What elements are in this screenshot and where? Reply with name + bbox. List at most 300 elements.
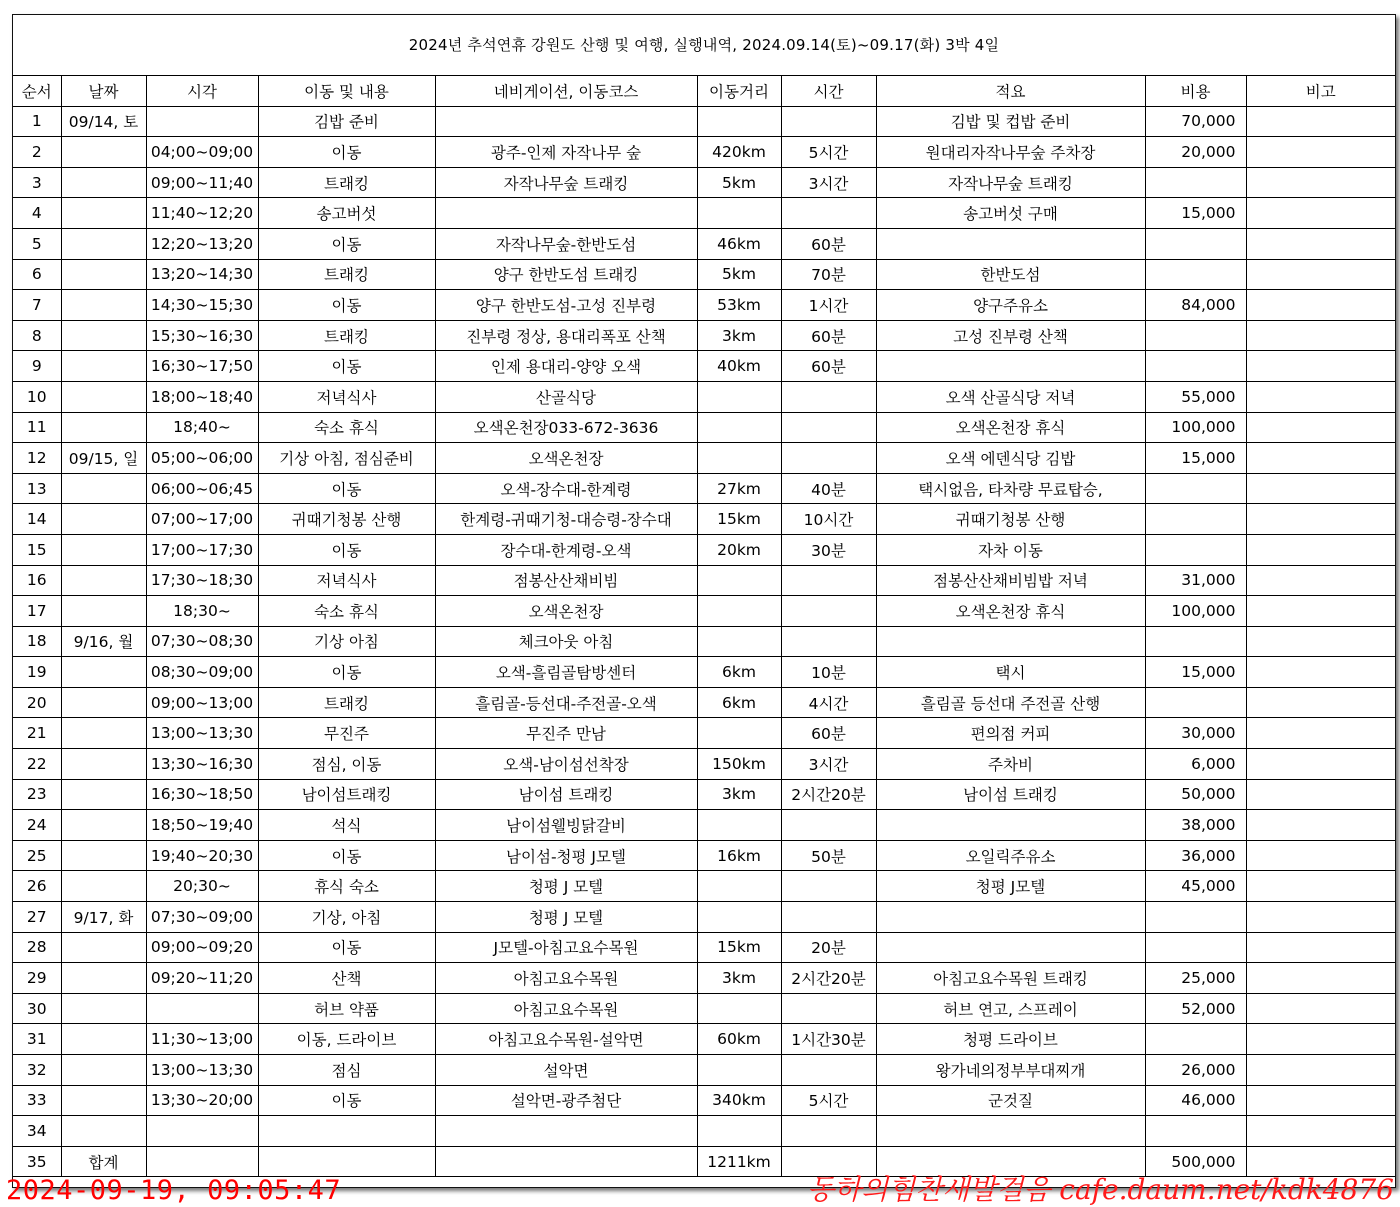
cell-note xyxy=(1246,290,1395,321)
cell-date xyxy=(61,596,146,627)
cell-note xyxy=(1246,167,1395,198)
cell-remarks xyxy=(876,228,1145,259)
cell-remarks xyxy=(876,932,1145,963)
cell-remarks: 허브 연고, 스프레이 xyxy=(876,993,1145,1024)
table-body xyxy=(13,106,1395,1177)
header-time: 시각 xyxy=(146,76,258,106)
cell-distance: 1211km xyxy=(697,1146,781,1177)
cell-navigation: 인제 용대리-양양 오색 xyxy=(435,351,697,382)
cell-order: 24 xyxy=(13,810,61,841)
cell-duration: 10시간 xyxy=(781,504,876,535)
cell-order: 1 xyxy=(13,106,61,137)
cell-order: 9 xyxy=(13,351,61,382)
cell-note xyxy=(1246,228,1395,259)
cell-activity: 저녁식사 xyxy=(258,381,435,412)
cell-cost: 15,000 xyxy=(1145,657,1246,688)
cell-note xyxy=(1246,198,1395,229)
table-row xyxy=(13,137,1395,168)
cell-cost: 45,000 xyxy=(1145,871,1246,902)
cell-navigation: 설악면 xyxy=(435,1055,697,1086)
cell-remarks: 오색 에덴식당 김밥 xyxy=(876,443,1145,474)
cell-remarks: 오색온천장 휴식 xyxy=(876,412,1145,443)
cell-time: 11;30~13;00 xyxy=(146,1024,258,1055)
cell-activity: 이동 xyxy=(258,1085,435,1116)
cell-navigation: 아침고요수목원-설악면 xyxy=(435,1024,697,1055)
cafe-watermark: 동하의힘찬새발걸음 cafe.daum.net/kdk4876 xyxy=(806,1173,1394,1206)
cell-duration: 10분 xyxy=(781,657,876,688)
cell-date xyxy=(61,1024,146,1055)
cell-navigation: 장수대-한계령-오색 xyxy=(435,534,697,565)
cell-distance xyxy=(697,626,781,657)
cell-distance: 46km xyxy=(697,228,781,259)
cell-activity: 기상, 아침 xyxy=(258,902,435,933)
cell-distance xyxy=(697,1116,781,1147)
cell-time: 14;30~15;30 xyxy=(146,290,258,321)
cell-cost: 100,000 xyxy=(1145,596,1246,627)
table-row xyxy=(13,779,1395,810)
cell-time: 05;00~06;00 xyxy=(146,443,258,474)
cell-time: 15;30~16;30 xyxy=(146,320,258,351)
cell-date xyxy=(61,228,146,259)
cell-activity: 트래킹 xyxy=(258,320,435,351)
cell-note xyxy=(1246,840,1395,871)
cell-duration: 4시간 xyxy=(781,687,876,718)
cell-cost: 500,000 xyxy=(1145,1146,1246,1177)
table-row xyxy=(13,902,1395,933)
cell-note xyxy=(1246,963,1395,994)
cell-remarks: 자차 이동 xyxy=(876,534,1145,565)
cell-duration: 60분 xyxy=(781,351,876,382)
cell-date xyxy=(61,351,146,382)
cell-note xyxy=(1246,137,1395,168)
cell-order: 11 xyxy=(13,412,61,443)
cell-distance xyxy=(697,381,781,412)
cell-date xyxy=(61,810,146,841)
cell-cost xyxy=(1145,504,1246,535)
cell-distance xyxy=(697,412,781,443)
header-duration: 시간 xyxy=(781,76,876,106)
cell-activity: 무진주 xyxy=(258,718,435,749)
cell-time: 13;00~13;30 xyxy=(146,718,258,749)
cell-distance xyxy=(697,106,781,137)
capture-timestamp: 2024-09-19, 09:05:47 xyxy=(6,1175,342,1206)
table-row xyxy=(13,596,1395,627)
cell-order: 20 xyxy=(13,687,61,718)
cell-order: 30 xyxy=(13,993,61,1024)
cell-time: 18;00~18;40 xyxy=(146,381,258,412)
table-row xyxy=(13,504,1395,535)
cell-duration xyxy=(781,1116,876,1147)
cell-navigation: 오색-장수대-한계령 xyxy=(435,473,697,504)
cell-cost: 15,000 xyxy=(1145,198,1246,229)
table-row xyxy=(13,167,1395,198)
table-row xyxy=(13,290,1395,321)
table-row xyxy=(13,993,1395,1024)
cell-date xyxy=(61,718,146,749)
table-row xyxy=(13,810,1395,841)
cell-date xyxy=(61,198,146,229)
cell-time: 18;40~ xyxy=(146,412,258,443)
cell-date xyxy=(61,381,146,412)
cell-distance: 340km xyxy=(697,1085,781,1116)
cell-time: 04;00~09;00 xyxy=(146,137,258,168)
cell-remarks: 택시없음, 타차량 무료탑승, xyxy=(876,473,1145,504)
cell-date xyxy=(61,412,146,443)
cell-time: 13;00~13;30 xyxy=(146,1055,258,1086)
cell-date xyxy=(61,993,146,1024)
cell-navigation: J모텔-아침고요수목원 xyxy=(435,932,697,963)
cell-order: 15 xyxy=(13,534,61,565)
cell-remarks: 아침고요수목원 트래킹 xyxy=(876,963,1145,994)
cell-note xyxy=(1246,1024,1395,1055)
cell-navigation: 오색온천장033-672-3636 xyxy=(435,412,697,443)
cell-duration xyxy=(781,412,876,443)
cell-order: 35 xyxy=(13,1146,61,1177)
cell-navigation: 설악면-광주첨단 xyxy=(435,1085,697,1116)
cell-duration xyxy=(781,1055,876,1086)
header-note: 비고 xyxy=(1246,76,1395,106)
cell-note xyxy=(1246,259,1395,290)
cell-navigation xyxy=(435,1146,697,1177)
cell-remarks: 자작나무숲 트래킹 xyxy=(876,167,1145,198)
cell-navigation: 자작나무숲-한반도섬 xyxy=(435,228,697,259)
cell-navigation: 진부령 정상, 용대리폭포 산책 xyxy=(435,320,697,351)
table-row xyxy=(13,749,1395,780)
cell-duration: 2시간20분 xyxy=(781,963,876,994)
cell-activity xyxy=(258,1116,435,1147)
cell-remarks: 편의점 커피 xyxy=(876,718,1145,749)
cell-cost xyxy=(1145,534,1246,565)
table-row xyxy=(13,106,1395,137)
cell-time: 09;00~13;00 xyxy=(146,687,258,718)
cell-date xyxy=(61,963,146,994)
cell-navigation: 남이섬 트래킹 xyxy=(435,779,697,810)
cell-distance: 3km xyxy=(697,963,781,994)
cell-duration xyxy=(781,198,876,229)
cell-activity: 이동 xyxy=(258,534,435,565)
cell-remarks: 점봉산산채비빔밥 저녁 xyxy=(876,565,1145,596)
cell-cost xyxy=(1145,1116,1246,1147)
cell-time: 07;30~09;00 xyxy=(146,902,258,933)
cell-remarks: 청평 드라이브 xyxy=(876,1024,1145,1055)
cell-navigation: 산골식당 xyxy=(435,381,697,412)
header-remarks: 적요 xyxy=(876,76,1145,106)
cell-duration: 60분 xyxy=(781,320,876,351)
cell-date xyxy=(61,1116,146,1147)
cell-time: 09;00~09;20 xyxy=(146,932,258,963)
cell-duration: 1시간30분 xyxy=(781,1024,876,1055)
cell-remarks xyxy=(876,351,1145,382)
cell-cost: 100,000 xyxy=(1145,412,1246,443)
cell-note xyxy=(1246,932,1395,963)
cell-cost xyxy=(1145,902,1246,933)
cell-order: 7 xyxy=(13,290,61,321)
cell-order: 13 xyxy=(13,473,61,504)
cell-remarks: 오일릭주유소 xyxy=(876,840,1145,871)
cell-cost: 70,000 xyxy=(1145,106,1246,137)
cell-note xyxy=(1246,381,1395,412)
cell-navigation xyxy=(435,198,697,229)
cell-distance xyxy=(697,565,781,596)
cell-cost: 55,000 xyxy=(1145,381,1246,412)
cell-activity: 석식 xyxy=(258,810,435,841)
cell-remarks: 오색 산골식당 저녁 xyxy=(876,381,1145,412)
table-row xyxy=(13,687,1395,718)
cell-navigation: 오색온천장 xyxy=(435,443,697,474)
cell-date xyxy=(61,1085,146,1116)
cell-cost xyxy=(1145,167,1246,198)
cell-duration xyxy=(781,443,876,474)
cell-time: 20;30~ xyxy=(146,871,258,902)
cell-note xyxy=(1246,718,1395,749)
table-row xyxy=(13,626,1395,657)
cell-activity: 이동 xyxy=(258,351,435,382)
cell-cost xyxy=(1145,259,1246,290)
cell-cost xyxy=(1145,1024,1246,1055)
cell-cost: 31,000 xyxy=(1145,565,1246,596)
cell-remarks: 흘림골 등선대 주전골 산행 xyxy=(876,687,1145,718)
cell-navigation: 아침고요수목원 xyxy=(435,963,697,994)
cell-note xyxy=(1246,351,1395,382)
cell-note xyxy=(1246,1085,1395,1116)
cell-cost: 84,000 xyxy=(1145,290,1246,321)
cell-activity: 김밥 준비 xyxy=(258,106,435,137)
cell-date xyxy=(61,657,146,688)
cell-time: 13;30~20;00 xyxy=(146,1085,258,1116)
cell-date xyxy=(61,259,146,290)
table-row xyxy=(13,320,1395,351)
cell-activity: 트래킹 xyxy=(258,687,435,718)
cell-note xyxy=(1246,443,1395,474)
cell-distance xyxy=(697,718,781,749)
cell-remarks xyxy=(876,902,1145,933)
cell-time: 13;20~14;30 xyxy=(146,259,258,290)
cell-duration xyxy=(781,871,876,902)
cell-duration: 5시간 xyxy=(781,1085,876,1116)
cell-note xyxy=(1246,504,1395,535)
cell-date xyxy=(61,687,146,718)
cell-remarks: 택시 xyxy=(876,657,1145,688)
table-row xyxy=(13,198,1395,229)
cell-note xyxy=(1246,810,1395,841)
cell-activity: 남이섬트래킹 xyxy=(258,779,435,810)
cell-navigation: 남이섬-청평 J모텔 xyxy=(435,840,697,871)
cell-time: 16;30~18;50 xyxy=(146,779,258,810)
cell-distance: 150km xyxy=(697,749,781,780)
cell-note xyxy=(1246,902,1395,933)
cell-order: 16 xyxy=(13,565,61,596)
cell-navigation: 무진주 만남 xyxy=(435,718,697,749)
cell-navigation xyxy=(435,1116,697,1147)
cell-order: 28 xyxy=(13,932,61,963)
cell-activity: 점심, 이동 xyxy=(258,749,435,780)
cell-date xyxy=(61,749,146,780)
cell-note xyxy=(1246,596,1395,627)
cell-distance: 5km xyxy=(697,259,781,290)
table-row xyxy=(13,412,1395,443)
cell-order: 10 xyxy=(13,381,61,412)
cell-remarks: 한반도섬 xyxy=(876,259,1145,290)
table-row xyxy=(13,840,1395,871)
cell-order: 34 xyxy=(13,1116,61,1147)
cell-cost: 6,000 xyxy=(1145,749,1246,780)
cell-time: 12;20~13;20 xyxy=(146,228,258,259)
table-row xyxy=(13,565,1395,596)
cell-activity: 이동 xyxy=(258,290,435,321)
table-row xyxy=(13,381,1395,412)
cell-cost xyxy=(1145,351,1246,382)
cell-date xyxy=(61,840,146,871)
cell-activity: 트래킹 xyxy=(258,167,435,198)
cell-cost: 26,000 xyxy=(1145,1055,1246,1086)
cell-duration: 20분 xyxy=(781,932,876,963)
cell-activity: 숙소 휴식 xyxy=(258,596,435,627)
cell-duration xyxy=(781,381,876,412)
cell-distance: 6km xyxy=(697,657,781,688)
cell-time xyxy=(146,1146,258,1177)
cell-order: 17 xyxy=(13,596,61,627)
cell-remarks: 주차비 xyxy=(876,749,1145,780)
cell-activity: 이동 xyxy=(258,657,435,688)
cell-activity: 숙소 휴식 xyxy=(258,412,435,443)
cell-remarks xyxy=(876,626,1145,657)
cell-cost: 50,000 xyxy=(1145,779,1246,810)
cell-date xyxy=(61,565,146,596)
cell-order: 19 xyxy=(13,657,61,688)
sheet-title: 2024년 추석연휴 강원도 산행 및 여행, 실행내역, 2024.09.14(토)~09.17(화) 3박 4일 xyxy=(13,15,1395,76)
cell-distance: 16km xyxy=(697,840,781,871)
cell-navigation: 양구 한반도섬-고성 진부령 xyxy=(435,290,697,321)
cell-note xyxy=(1246,412,1395,443)
cell-order: 14 xyxy=(13,504,61,535)
cell-order: 33 xyxy=(13,1085,61,1116)
cell-activity: 이동 xyxy=(258,137,435,168)
cell-distance: 6km xyxy=(697,687,781,718)
cell-cost: 52,000 xyxy=(1145,993,1246,1024)
header-date: 날짜 xyxy=(61,76,146,106)
cell-note xyxy=(1246,534,1395,565)
cell-cost xyxy=(1145,320,1246,351)
cell-note xyxy=(1246,749,1395,780)
cell-remarks: 김밥 및 컵밥 준비 xyxy=(876,106,1145,137)
header-cost: 비용 xyxy=(1145,76,1246,106)
cell-activity: 산책 xyxy=(258,963,435,994)
table-row xyxy=(13,473,1395,504)
cell-distance xyxy=(697,1055,781,1086)
cell-duration xyxy=(781,565,876,596)
cell-order: 29 xyxy=(13,963,61,994)
cell-activity xyxy=(258,1146,435,1177)
cell-remarks: 송고버섯 구매 xyxy=(876,198,1145,229)
cell-navigation: 오색온천장 xyxy=(435,596,697,627)
cell-distance: 15km xyxy=(697,932,781,963)
cell-note xyxy=(1246,1116,1395,1147)
table-row xyxy=(13,657,1395,688)
cell-note xyxy=(1246,626,1395,657)
cell-cost xyxy=(1145,473,1246,504)
cell-duration xyxy=(781,902,876,933)
cell-date: 합계 xyxy=(61,1146,146,1177)
cell-activity: 송고버섯 xyxy=(258,198,435,229)
cell-date xyxy=(61,871,146,902)
cell-navigation: 남이섬웰빙닭갈비 xyxy=(435,810,697,841)
cell-time: 11;40~12;20 xyxy=(146,198,258,229)
cell-activity: 이동 xyxy=(258,840,435,871)
cell-duration: 30분 xyxy=(781,534,876,565)
cell-activity: 휴식 숙소 xyxy=(258,871,435,902)
cell-time: 19;40~20;30 xyxy=(146,840,258,871)
cell-duration: 60분 xyxy=(781,718,876,749)
cell-order: 18 xyxy=(13,626,61,657)
cell-duration xyxy=(781,106,876,137)
cell-navigation: 광주-인제 자작나무 숲 xyxy=(435,137,697,168)
cell-distance: 40km xyxy=(697,351,781,382)
cell-cost: 25,000 xyxy=(1145,963,1246,994)
table-row xyxy=(13,259,1395,290)
cell-distance: 3km xyxy=(697,320,781,351)
cell-order: 5 xyxy=(13,228,61,259)
cell-time: 08;30~09;00 xyxy=(146,657,258,688)
cell-order: 32 xyxy=(13,1055,61,1086)
cell-order: 25 xyxy=(13,840,61,871)
table-row xyxy=(13,1055,1395,1086)
cell-navigation: 체크아웃 아침 xyxy=(435,626,697,657)
cell-distance: 27km xyxy=(697,473,781,504)
cell-date xyxy=(61,473,146,504)
cell-order: 6 xyxy=(13,259,61,290)
cell-navigation xyxy=(435,106,697,137)
cell-time: 09;00~11;40 xyxy=(146,167,258,198)
cell-remarks: 군것질 xyxy=(876,1085,1145,1116)
cell-navigation: 한계령-귀때기청-대승령-장수대 xyxy=(435,504,697,535)
cell-remarks: 오색온천장 휴식 xyxy=(876,596,1145,627)
table-row xyxy=(13,1085,1395,1116)
cell-distance xyxy=(697,993,781,1024)
cell-cost: 38,000 xyxy=(1145,810,1246,841)
cell-distance: 20km xyxy=(697,534,781,565)
header-activity: 이동 및 내용 xyxy=(258,76,435,106)
cell-order: 31 xyxy=(13,1024,61,1055)
cell-navigation: 흘림골-등선대-주전골-오색 xyxy=(435,687,697,718)
cell-duration: 1시간 xyxy=(781,290,876,321)
cell-date: 09/14, 토 xyxy=(61,106,146,137)
cell-remarks xyxy=(876,1116,1145,1147)
header-order: 순서 xyxy=(13,76,61,106)
cell-distance: 5km xyxy=(697,167,781,198)
table-row xyxy=(13,534,1395,565)
table-row xyxy=(13,1024,1395,1055)
table-row xyxy=(13,963,1395,994)
cell-time: 07;30~08;30 xyxy=(146,626,258,657)
cell-duration: 5시간 xyxy=(781,137,876,168)
table-row xyxy=(13,932,1395,963)
cell-duration xyxy=(781,993,876,1024)
cell-note xyxy=(1246,320,1395,351)
table-row xyxy=(13,351,1395,382)
table-row xyxy=(13,443,1395,474)
cell-navigation: 점봉산산채비빔 xyxy=(435,565,697,596)
cell-activity: 점심 xyxy=(258,1055,435,1086)
cell-cost xyxy=(1145,687,1246,718)
cell-time: 13;30~16;30 xyxy=(146,749,258,780)
header-row xyxy=(13,76,1395,106)
cell-duration: 2시간20분 xyxy=(781,779,876,810)
cell-cost: 36,000 xyxy=(1145,840,1246,871)
cell-date: 09/15, 일 xyxy=(61,443,146,474)
cell-distance xyxy=(697,198,781,229)
cell-remarks: 원대리자작나무숲 주차장 xyxy=(876,137,1145,168)
cell-distance: 53km xyxy=(697,290,781,321)
